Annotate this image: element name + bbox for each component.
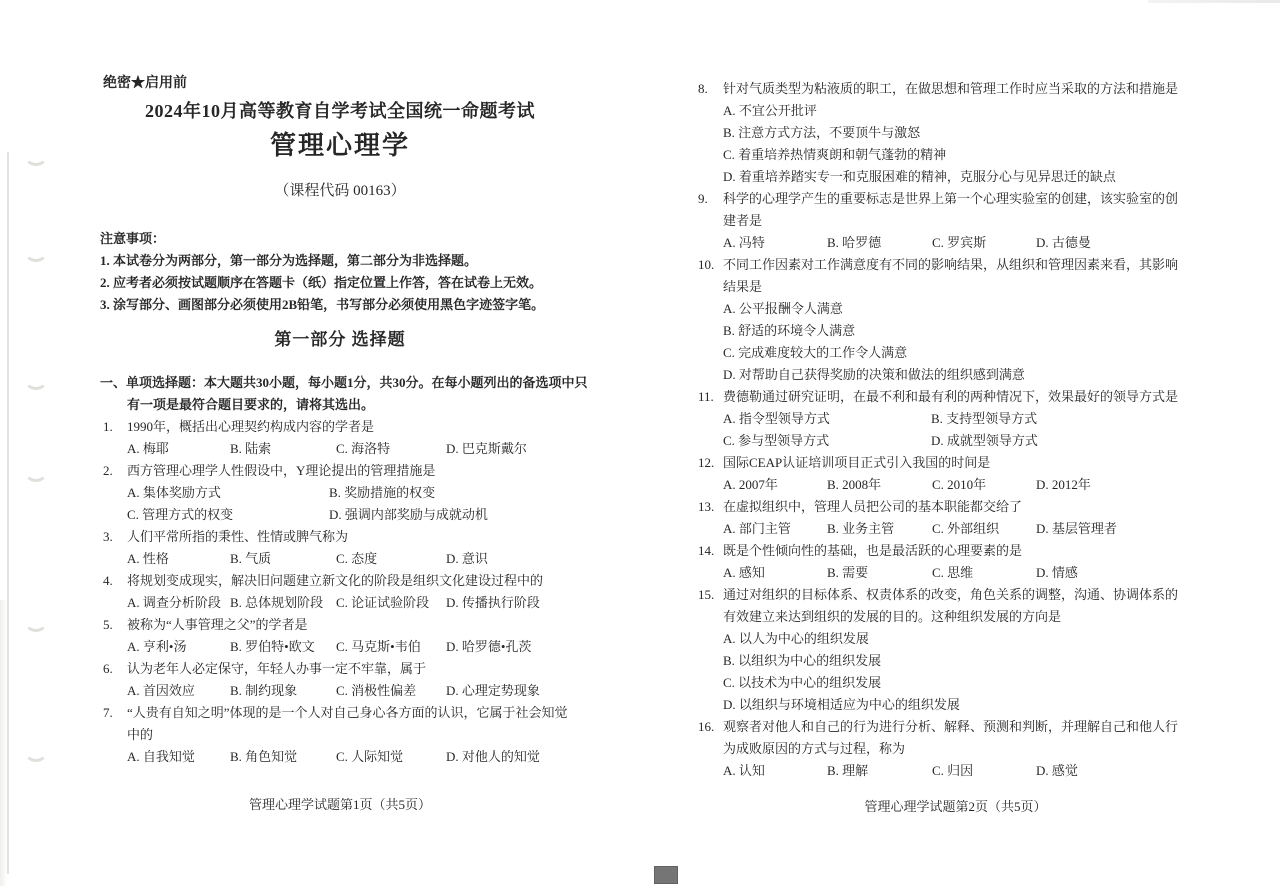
option-B: B. 支持型领导方式	[931, 411, 1038, 426]
stem-line: 建者是	[723, 213, 763, 228]
stem-line: 将规划变成现实，解决旧问题建立新文化的阶段是组织文化建设过程中的	[127, 573, 544, 588]
question-12	[698, 452, 1213, 496]
question-number: 7.	[103, 705, 113, 720]
option-C: C. 思维	[932, 565, 974, 580]
option-A: A. 集体奖励方式	[127, 485, 221, 500]
stem-line: 西方管理心理学人性假设中，Y理论提出的管理措施是	[127, 463, 436, 478]
stem-line: 人们平常所指的秉性、性情或脾气称为	[127, 529, 349, 544]
question-9	[698, 188, 1213, 254]
option-A: A. 不宜公开批评	[723, 103, 817, 118]
options	[127, 592, 580, 614]
stem-line: 在虚拟组织中，管理人员把公司的基本职能都交给了	[723, 499, 1023, 514]
stem-line: 被称为“人事管理之父”的学者是	[127, 617, 308, 632]
option-B: B. 理解	[827, 763, 869, 778]
stem-line: 中的	[127, 727, 154, 742]
section-instructions	[100, 372, 588, 416]
options	[723, 518, 1213, 540]
section-title: 第一部分 选择题	[274, 330, 406, 349]
page2-footer: 管理心理学试题第2页（共5页）	[864, 799, 1047, 814]
instruction-line: 一、单项选择题：本大题共30小题，每小题1分，共30分。在每小题列出的备选项中只	[100, 375, 588, 390]
question-number: 8.	[698, 81, 708, 96]
question-stem	[723, 496, 1213, 518]
stem-line: 有效建立来达到组织的发展的目的。这种组织发展的方向是	[723, 609, 1062, 624]
options	[127, 636, 580, 658]
option-D: D. 对他人的知觉	[446, 749, 540, 764]
question-10	[698, 254, 1213, 386]
option-C: C. 罗宾斯	[932, 235, 987, 250]
stem-line: 科学的心理学产生的重要标志是世界上第一个心理实验室的创建，该实验室的创	[723, 191, 1179, 206]
option-A: A. 以人为中心的组织发展	[723, 631, 869, 646]
question-stem	[723, 540, 1213, 562]
option-C: C. 人际知觉	[336, 749, 404, 764]
question-number: 10.	[698, 257, 715, 272]
questions-page2	[698, 78, 1213, 782]
exam-page-2	[698, 78, 1213, 818]
question-number: 2.	[103, 463, 113, 478]
exam-page-1	[100, 75, 588, 816]
option-B: B. 以组织为中心的组织发展	[723, 653, 882, 668]
options	[723, 298, 1213, 386]
stem-line: 通过对组织的目标体系、权责体系的改变，角色关系的调整，沟通、协调体系的	[723, 587, 1179, 602]
question-stem	[723, 254, 1213, 298]
question-number: 9.	[698, 191, 708, 206]
question-15	[698, 584, 1213, 716]
option-A: A. 首因效应	[127, 683, 195, 698]
question-11	[698, 386, 1213, 452]
question-number: 3.	[103, 529, 113, 544]
question-13	[698, 496, 1213, 540]
question-number: 5.	[103, 617, 113, 632]
question-14	[698, 540, 1213, 584]
option-D: D. 情感	[1036, 565, 1078, 580]
option-D: D. 意识	[446, 551, 488, 566]
question-number: 4.	[103, 573, 113, 588]
subject-title: 管理心理学	[269, 131, 410, 160]
option-B: B. 舒适的环境令人满意	[723, 323, 856, 338]
option-B: B. 业务主管	[827, 521, 895, 536]
question-number: 15.	[698, 587, 715, 602]
page1-footer: 管理心理学试题第1页（共5页）	[248, 797, 431, 812]
option-C: C. 态度	[336, 551, 378, 566]
option-B: B. 制约现象	[230, 683, 298, 698]
paper-edge-line	[7, 152, 9, 874]
option-C: C. 海洛特	[336, 441, 391, 456]
stem-line: 国际CEAP认证培训项目正式引入我国的时间是	[723, 455, 991, 470]
question-stem	[127, 460, 580, 482]
option-D: D. 成就型领导方式	[931, 433, 1038, 448]
stem-line: 为成败原因的方式与过程，称为	[723, 741, 906, 756]
scan-blot-artifact	[654, 866, 678, 884]
option-A: A. 感知	[723, 565, 765, 580]
options	[723, 100, 1213, 188]
option-B: B. 奖励措施的权变	[329, 485, 436, 500]
options	[723, 474, 1213, 496]
punch-hole-mark	[24, 610, 48, 632]
question-stem	[723, 452, 1213, 474]
option-B: B. 总体规划阶段	[230, 595, 324, 610]
question-number: 1.	[103, 419, 113, 434]
punch-hole-mark	[24, 144, 48, 166]
option-C: C. 马克斯•韦伯	[336, 639, 421, 654]
option-A: A. 亨利•汤	[127, 639, 187, 654]
option-D: D. 对帮助自己获得奖励的决策和做法的组织感到满意	[723, 367, 1025, 382]
note-item: 2. 应考者必须按试题顺序在答题卡（纸）指定位置上作答，答在试卷上无效。	[100, 275, 543, 290]
option-C: C. 归因	[932, 763, 974, 778]
question-2	[100, 460, 580, 526]
punch-hole-mark	[24, 368, 48, 390]
question-5	[100, 614, 580, 658]
question-stem	[127, 526, 580, 548]
option-D: D. 哈罗德•孔茨	[446, 639, 532, 654]
paper-edge-shade	[0, 600, 7, 886]
question-number: 16.	[698, 719, 715, 734]
punch-hole-mark	[24, 460, 48, 482]
options	[127, 746, 580, 768]
punch-hole-mark	[24, 240, 48, 262]
option-C: C. 参与型领导方式	[723, 433, 830, 448]
question-6	[100, 658, 580, 702]
question-stem	[723, 386, 1213, 408]
classification-label: 绝密★启用前	[103, 76, 187, 91]
question-stem	[723, 584, 1213, 628]
question-number: 14.	[698, 543, 715, 558]
question-stem	[127, 614, 580, 636]
question-stem	[723, 78, 1213, 100]
options	[723, 628, 1213, 716]
question-1	[100, 416, 580, 460]
scan-streak-artifact	[1148, 0, 1280, 3]
option-C: C. 以技术为中心的组织发展	[723, 675, 882, 690]
stem-line: 结果是	[723, 279, 763, 294]
options	[127, 548, 580, 570]
stem-line: 认为老年人必定保守，年轻人办事一定不牢靠，属于	[127, 661, 427, 676]
option-B: B. 哈罗德	[827, 235, 882, 250]
option-C: C. 消极性偏差	[336, 683, 417, 698]
notes-list	[100, 250, 580, 316]
option-D: D. 传播执行阶段	[446, 595, 540, 610]
option-B: B. 气质	[230, 551, 272, 566]
options	[127, 680, 580, 702]
stem-line: 不同工作因素对工作满意度有不同的影响结果，从组织和管理因素来看，其影响	[723, 257, 1179, 272]
question-3	[100, 526, 580, 570]
option-B: B. 陆索	[230, 441, 272, 456]
option-D: D. 着重培养踏实专一和克服困难的精神，克服分心与见异思迁的缺点	[723, 169, 1116, 184]
options	[723, 760, 1213, 782]
option-A: A. 性格	[127, 551, 169, 566]
stem-line: 观察者对他人和自己的行为进行分析、解释、预测和判断，并理解自己和他人行	[723, 719, 1179, 734]
stem-line: “人贵有自知之明”体现的是一个人对自己身心各方面的认识，它属于社会知觉	[127, 705, 568, 720]
option-A: A. 调查分析阶段	[127, 595, 221, 610]
option-B: B. 注意方式方法，不要顶牛与激怒	[723, 125, 921, 140]
option-C: C. 管理方式的权变	[127, 507, 234, 522]
options	[723, 232, 1213, 254]
instruction-line: 有一项是最符合题目要求的，请将其选出。	[127, 397, 375, 412]
options	[723, 562, 1213, 584]
stem-line: 既是个性倾向性的基础，也是最活跃的心理要素的是	[723, 543, 1023, 558]
option-D: D. 强调内部奖励与成就动机	[329, 507, 488, 522]
option-A: A. 指令型领导方式	[723, 411, 830, 426]
options	[127, 482, 580, 526]
option-D: D. 基层管理者	[1036, 521, 1117, 536]
option-D: D. 感觉	[1036, 763, 1078, 778]
options	[127, 438, 580, 460]
question-4	[100, 570, 580, 614]
question-8	[698, 78, 1213, 188]
question-number: 13.	[698, 499, 715, 514]
option-B: B. 罗伯特•欧文	[230, 639, 315, 654]
option-A: A. 认知	[723, 763, 765, 778]
note-item: 3. 涂写部分、画图部分必须使用2B铅笔，书写部分必须使用黑色字迹签字笔。	[100, 297, 545, 312]
option-A: A. 2007年	[723, 477, 778, 492]
option-D: D. 2012年	[1036, 477, 1091, 492]
question-number: 12.	[698, 455, 715, 470]
question-stem	[127, 658, 580, 680]
option-C: C. 着重培养热情爽朗和朝气蓬勃的精神	[723, 147, 947, 162]
question-stem	[723, 716, 1213, 760]
option-D: D. 巴克斯戴尔	[446, 441, 527, 456]
notes-heading: 注意事项：	[100, 231, 166, 246]
stem-line: 针对气质类型为粘液质的职工，在做思想和管理工作时应当采取的方法和措施是	[723, 81, 1179, 96]
option-C: C. 2010年	[932, 477, 987, 492]
option-D: D. 古德曼	[1036, 235, 1091, 250]
note-item: 1. 本试卷分为两部分，第一部分为选择题，第二部分为非选择题。	[100, 253, 478, 268]
question-stem	[127, 570, 580, 592]
question-number: 6.	[103, 661, 113, 676]
option-D: D. 以组织与环境相适应为中心的组织发展	[723, 697, 960, 712]
option-C: C. 论证试验阶段	[336, 595, 430, 610]
option-B: B. 2008年	[827, 477, 882, 492]
stem-line: 1990年，概括出心理契约构成内容的学者是	[127, 419, 375, 434]
option-A: A. 梅耶	[127, 441, 169, 456]
stem-line: 费德勒通过研究证明，在最不利和最有利的两种情况下，效果最好的领导方式是	[723, 389, 1179, 404]
question-stem	[127, 702, 580, 746]
option-A: A. 部门主管	[723, 521, 791, 536]
option-C: C. 完成难度较大的工作令人满意	[723, 345, 908, 360]
questions-page1	[100, 416, 580, 768]
exam-title: 2024年10月高等教育自学考试全国统一命题考试	[145, 101, 535, 121]
question-number: 11.	[698, 389, 714, 404]
option-D: D. 心理定势现象	[446, 683, 540, 698]
question-7	[100, 702, 580, 768]
option-B: B. 需要	[827, 565, 869, 580]
option-A: A. 冯特	[723, 235, 765, 250]
question-16	[698, 716, 1213, 782]
option-C: C. 外部组织	[932, 521, 1000, 536]
option-A: A. 自我知觉	[127, 749, 195, 764]
punch-hole-mark	[24, 740, 48, 762]
option-A: A. 公平报酬令人满意	[723, 301, 843, 316]
question-stem	[127, 416, 580, 438]
option-B: B. 角色知觉	[230, 749, 298, 764]
options	[723, 408, 1213, 452]
question-stem	[723, 188, 1213, 232]
course-code: （课程代码 00163）	[274, 183, 406, 199]
